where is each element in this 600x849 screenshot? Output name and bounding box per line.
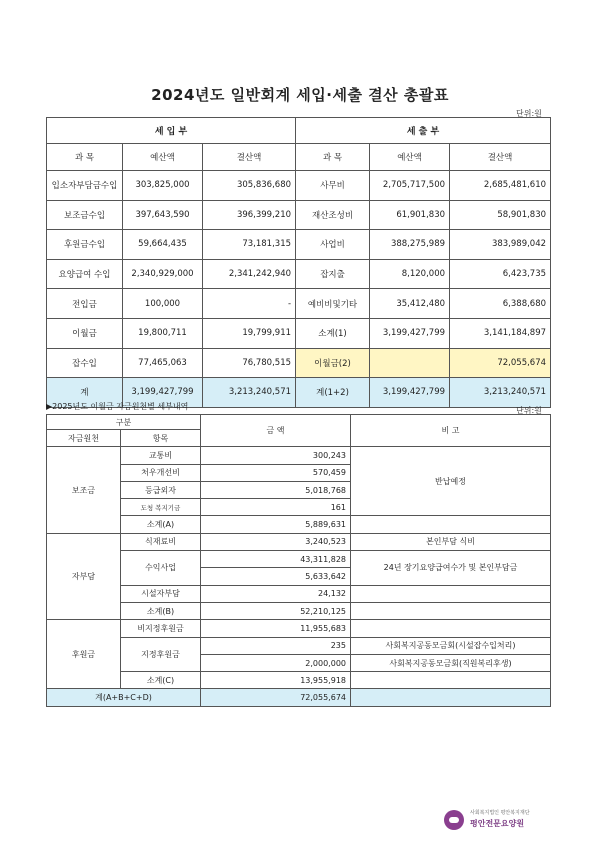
item-name: 등급외자 — [121, 481, 201, 498]
grand-total-amount: 72,055,674 — [201, 689, 351, 706]
note: 본인부담 식비 — [351, 533, 551, 550]
expense-budget: 2,705,717,500 — [370, 171, 450, 201]
amount: 2,000,000 — [201, 654, 351, 671]
unit-label: 단위:원 — [516, 406, 542, 415]
item-name: 소계(B) — [121, 602, 201, 619]
source-name: 자부담 — [47, 533, 121, 619]
source-name: 후원금 — [47, 620, 121, 689]
item-name: 수익사업 — [121, 551, 201, 586]
amount: 235 — [201, 637, 351, 654]
section-subtitle: ▶2025년도 이월금 자금원천별 세부내역 — [46, 402, 189, 411]
note — [351, 585, 551, 602]
table-row — [47, 348, 551, 378]
col-header: 예산액 — [370, 144, 450, 171]
item-name: 소계(C) — [121, 672, 201, 689]
amount: 13,955,918 — [201, 672, 351, 689]
item-header: 항목 — [121, 430, 201, 447]
note — [351, 689, 551, 706]
expense-item: 소계(1) — [296, 318, 370, 348]
revenue-item: 잡수입 — [47, 348, 123, 378]
expense-settled: 3,141,184,897 — [450, 318, 551, 348]
revenue-item: 요양급여 수입 — [47, 259, 123, 289]
table-row — [47, 672, 551, 689]
total-expense-label: 계(1+2) — [296, 378, 370, 408]
revenue-item: 입소자부담금수입 — [47, 171, 123, 201]
total-expense-settled: 3,213,240,571 — [450, 378, 551, 408]
note: 사회복지공동모금회(시설잡수입처리) — [351, 637, 551, 654]
org-small-text: 사회복지법인 평안복지재단 — [470, 810, 530, 816]
col-header: 결산액 — [450, 144, 551, 171]
col-header: 결산액 — [203, 144, 296, 171]
table-row — [47, 602, 551, 619]
source-header: 자금원천 — [47, 430, 121, 447]
amount: 43,311,828 — [201, 551, 351, 568]
col-header: 예산액 — [123, 144, 203, 171]
table-row — [47, 516, 551, 533]
revenue-settled: 19,799,911 — [203, 318, 296, 348]
table-row — [47, 533, 551, 550]
item-name: 처우개선비 — [121, 464, 201, 481]
group-header: 구분 — [47, 415, 201, 430]
grand-total-row — [47, 689, 551, 706]
settlement-summary-table — [46, 117, 551, 408]
revenue-item: 전입금 — [47, 289, 123, 319]
col-header: 과 목 — [296, 144, 370, 171]
revenue-settled: 396,399,210 — [203, 200, 296, 230]
col-header: 과 목 — [47, 144, 123, 171]
item-name: 소계(A) — [121, 516, 201, 533]
expense-item: 잡지출 — [296, 259, 370, 289]
table-row — [47, 318, 551, 348]
carryover-detail-table — [46, 414, 551, 707]
revenue-settled: 76,780,515 — [203, 348, 296, 378]
note-header: 비 고 — [351, 415, 551, 447]
note: 사회복지공동모금회(직원복리후생) — [351, 654, 551, 671]
expense-settled: 58,901,830 — [450, 200, 551, 230]
note — [351, 672, 551, 689]
expense-item: 사무비 — [296, 171, 370, 201]
amount: 570,459 — [201, 464, 351, 481]
table-row — [47, 585, 551, 602]
revenue-item: 이월금 — [47, 318, 123, 348]
expense-settled: 72,055,674 — [450, 348, 551, 378]
revenue-budget: 303,825,000 — [123, 171, 203, 201]
total-revenue-settled: 3,213,240,571 — [203, 378, 296, 408]
expense-item: 사업비 — [296, 230, 370, 260]
expense-settled: 2,685,481,610 — [450, 171, 551, 201]
org-name: 평안전문요양원 — [470, 819, 525, 828]
expense-budget — [370, 348, 450, 378]
expense-budget: 388,275,989 — [370, 230, 450, 260]
amount: 3,240,523 — [201, 533, 351, 550]
expense-item: 예비비및기타 — [296, 289, 370, 319]
note — [351, 602, 551, 619]
expense-item: 재산조성비 — [296, 200, 370, 230]
revenue-budget: 397,643,590 — [123, 200, 203, 230]
source-name: 보조금 — [47, 447, 121, 533]
expense-settled: 6,388,680 — [450, 289, 551, 319]
amount: 161 — [201, 499, 351, 516]
revenue-budget: 59,664,435 — [123, 230, 203, 260]
revenue-settled: - — [203, 289, 296, 319]
amount: 5,889,631 — [201, 516, 351, 533]
expense-settled: 383,989,042 — [450, 230, 551, 260]
note: 24년 장기요양급여수가 및 본인부담금 — [351, 551, 551, 586]
table-row — [47, 620, 551, 637]
note: 반납예정 — [351, 447, 551, 516]
table-row — [47, 200, 551, 230]
expense-settled: 6,423,735 — [450, 259, 551, 289]
expense-item: 이월금(2) — [296, 348, 370, 378]
amount: 11,955,683 — [201, 620, 351, 637]
expense-budget: 3,199,427,799 — [370, 318, 450, 348]
amount: 5,018,768 — [201, 481, 351, 498]
expense-budget: 61,901,830 — [370, 200, 450, 230]
revenue-budget: 19,800,711 — [123, 318, 203, 348]
item-name: 식재료비 — [121, 533, 201, 550]
note — [351, 620, 551, 637]
amount: 24,132 — [201, 585, 351, 602]
item-name: 교통비 — [121, 447, 201, 464]
amount: 5,633,642 — [201, 568, 351, 585]
table-row — [47, 230, 551, 260]
revenue-settled: 73,181,315 — [203, 230, 296, 260]
expense-budget: 8,120,000 — [370, 259, 450, 289]
item-name: 시설자부담 — [121, 585, 201, 602]
revenue-budget: 100,000 — [123, 289, 203, 319]
amount: 52,210,125 — [201, 602, 351, 619]
revenue-settled: 2,341,242,940 — [203, 259, 296, 289]
table-row — [47, 551, 551, 568]
revenue-budget: 2,340,929,000 — [123, 259, 203, 289]
revenue-item: 후원금수입 — [47, 230, 123, 260]
amount: 300,243 — [201, 447, 351, 464]
total-label: 계 — [47, 378, 123, 408]
page-title: 2024년도 일반회계 세입·세출 결산 총괄표 — [151, 86, 449, 104]
revenue-item: 보조금수입 — [47, 200, 123, 230]
org-logo — [444, 808, 564, 834]
item-name: 비지정후원금 — [121, 620, 201, 637]
note — [351, 516, 551, 533]
amount-header: 금 액 — [201, 415, 351, 447]
revenue-settled: 305,836,680 — [203, 171, 296, 201]
grand-total-label: 계(A+B+C+D) — [47, 689, 201, 706]
table-row — [47, 447, 551, 464]
table-row — [47, 259, 551, 289]
table-row — [47, 289, 551, 319]
table-row — [47, 171, 551, 201]
unit-label: 단위:원 — [516, 109, 542, 118]
expense-budget: 35,412,480 — [370, 289, 450, 319]
table-row — [47, 637, 551, 654]
revenue-budget: 77,465,063 — [123, 348, 203, 378]
org-seal-icon — [444, 810, 464, 830]
total-revenue-budget: 3,199,427,799 — [123, 378, 203, 408]
total-expense-budget: 3,199,427,799 — [370, 378, 450, 408]
item-name: 도청 복지기금 — [121, 499, 201, 516]
expense-header: 세 출 부 — [296, 118, 551, 144]
item-name: 지정후원금 — [121, 637, 201, 672]
revenue-header: 세 입 부 — [47, 118, 296, 144]
